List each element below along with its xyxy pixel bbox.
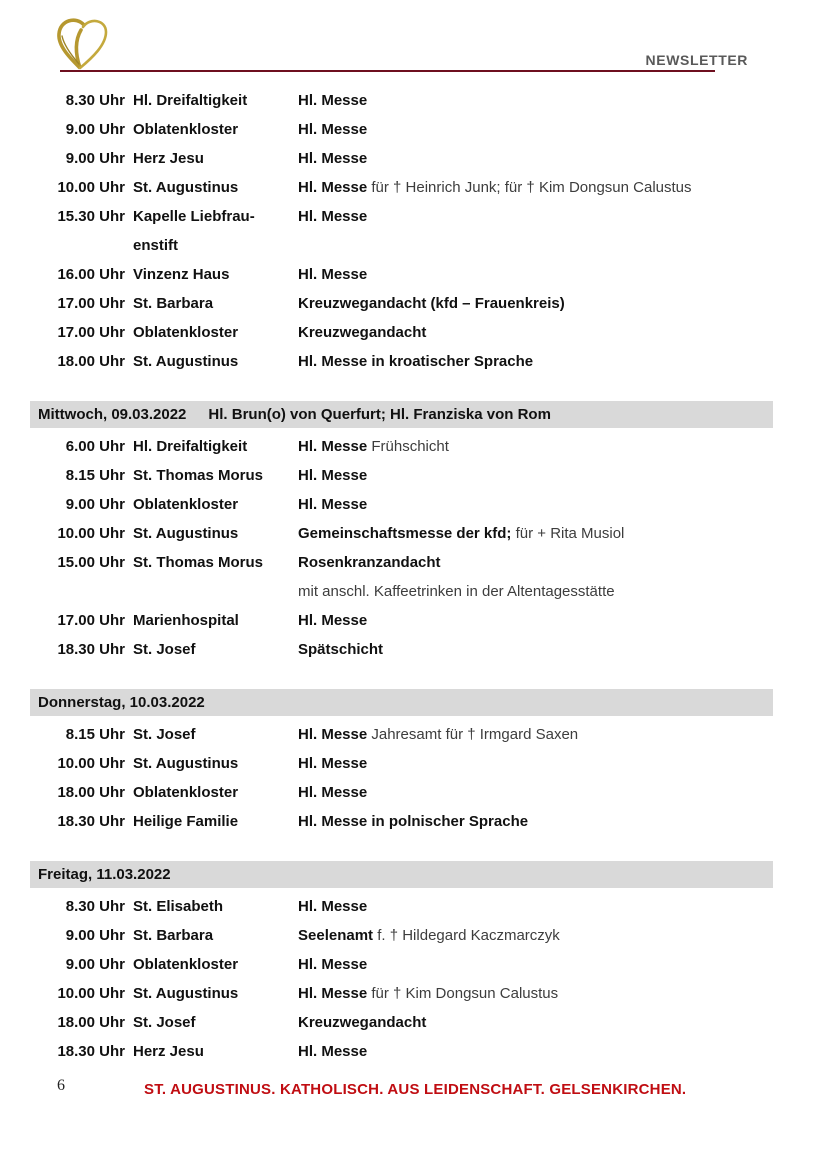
description-line bbox=[298, 86, 773, 115]
description-line bbox=[298, 778, 773, 807]
schedule bbox=[30, 86, 773, 1066]
location-line: Heilige Familie bbox=[133, 813, 239, 830]
schedule-row bbox=[30, 115, 773, 144]
day-date: Freitag, 11.03.2022 bbox=[38, 866, 171, 883]
footer-tagline: ST. AUGUSTINUS. KATHOLISCH. AUS LEIDENSCHAFT. GELSENKIRCHEN. bbox=[144, 1081, 687, 1098]
description-bold: Hl. Messe bbox=[298, 150, 368, 167]
description-cell bbox=[298, 749, 773, 778]
description-bold: Kreuzwegandacht (kfd – Frauenkreis) bbox=[298, 295, 565, 312]
location-line: St. Augustinus bbox=[133, 525, 239, 542]
location-line: St. Josef bbox=[133, 1014, 196, 1031]
location-cell bbox=[133, 979, 290, 1008]
description-regular: f. † Hildegard Kaczmarczyk bbox=[373, 927, 560, 944]
schedule-row bbox=[30, 778, 773, 807]
time-cell: 9.00 Uhr bbox=[65, 496, 125, 513]
location-cell bbox=[133, 1008, 290, 1037]
location-cell bbox=[133, 289, 290, 318]
day-section-header bbox=[30, 401, 773, 428]
description-line bbox=[298, 720, 773, 749]
description-bold: Hl. Messe in kroatischer Sprache bbox=[298, 353, 534, 370]
description-bold: Seelenamt bbox=[298, 927, 374, 944]
description-bold: Hl. Messe bbox=[298, 755, 368, 772]
description-bold: Hl. Messe in polnischer Sprache bbox=[298, 813, 529, 830]
schedule-row bbox=[30, 1008, 773, 1037]
day-section-header bbox=[30, 861, 773, 888]
time-cell: 9.00 Uhr bbox=[65, 121, 125, 138]
location-cell bbox=[133, 318, 290, 347]
time-cell: 6.00 Uhr bbox=[65, 438, 125, 455]
time-cell: 15.30 Uhr bbox=[57, 208, 125, 225]
schedule-row bbox=[30, 979, 773, 1008]
time-cell: 10.00 Uhr bbox=[57, 525, 125, 542]
time-cell: 10.00 Uhr bbox=[57, 755, 125, 772]
schedule-row bbox=[30, 461, 773, 490]
location-line: St. Josef bbox=[133, 641, 196, 658]
schedule-row bbox=[30, 86, 773, 115]
schedule-row bbox=[30, 635, 773, 664]
description-line bbox=[298, 548, 773, 577]
description-line bbox=[298, 461, 773, 490]
description-cell bbox=[298, 461, 773, 490]
description-regular: für † Kim Dongsun Calustus bbox=[367, 985, 559, 1002]
location-line: St. Augustinus bbox=[133, 755, 239, 772]
day-date: Donnerstag, 10.03.2022 bbox=[38, 694, 205, 711]
location-line: Oblatenkloster bbox=[133, 784, 239, 801]
description-line bbox=[298, 347, 773, 376]
description-line bbox=[298, 950, 773, 979]
newsletter-title: NEWSLETTER bbox=[645, 52, 748, 68]
location-cell bbox=[133, 115, 290, 144]
description-line bbox=[298, 173, 773, 202]
time-cell: 9.00 Uhr bbox=[65, 956, 125, 973]
time-cell: 8.30 Uhr bbox=[65, 898, 125, 915]
location-line: Oblatenkloster bbox=[133, 496, 239, 513]
time-cell: 18.30 Uhr bbox=[57, 641, 125, 658]
time-cell: 18.00 Uhr bbox=[57, 784, 125, 801]
location-line: St. Barbara bbox=[133, 295, 214, 312]
location-line: Hl. Dreifaltigkeit bbox=[133, 438, 248, 455]
time-cell: 8.15 Uhr bbox=[65, 467, 125, 484]
description-bold: Hl. Messe bbox=[298, 726, 368, 743]
description-bold: Hl. Messe bbox=[298, 985, 368, 1002]
location-line: St. Elisabeth bbox=[133, 898, 224, 915]
day-section-header bbox=[30, 689, 773, 716]
time-cell: 10.00 Uhr bbox=[57, 179, 125, 196]
location-cell bbox=[133, 202, 290, 260]
time-cell: 9.00 Uhr bbox=[65, 927, 125, 944]
description-line bbox=[298, 260, 773, 289]
time-cell: 16.00 Uhr bbox=[57, 266, 125, 283]
time-cell: 9.00 Uhr bbox=[65, 150, 125, 167]
description-cell bbox=[298, 260, 773, 289]
location-line: St. Thomas Morus bbox=[133, 554, 264, 571]
description-cell bbox=[298, 979, 773, 1008]
description-line bbox=[298, 432, 773, 461]
schedule-row bbox=[30, 490, 773, 519]
description-cell bbox=[298, 892, 773, 921]
schedule-row bbox=[30, 289, 773, 318]
description-line bbox=[298, 318, 773, 347]
description-line bbox=[298, 921, 773, 950]
description-bold: Gemeinschaftsmesse der kfd; bbox=[298, 525, 512, 542]
location-cell bbox=[133, 86, 290, 115]
time-cell: 17.00 Uhr bbox=[57, 324, 125, 341]
location-line: St. Thomas Morus bbox=[133, 467, 264, 484]
description-bold: Hl. Messe bbox=[298, 438, 368, 455]
description-bold: Spätschicht bbox=[298, 641, 384, 658]
description-cell bbox=[298, 548, 773, 606]
description-line bbox=[298, 519, 773, 548]
location-line: Herz Jesu bbox=[133, 1043, 204, 1060]
location-cell bbox=[133, 432, 290, 461]
heart-logo-icon bbox=[50, 12, 114, 76]
description-cell bbox=[298, 950, 773, 979]
schedule-row bbox=[30, 807, 773, 836]
schedule-row bbox=[30, 720, 773, 749]
location-cell bbox=[133, 807, 290, 836]
schedule-row bbox=[30, 1037, 773, 1066]
description-line bbox=[298, 490, 773, 519]
location-cell bbox=[133, 461, 290, 490]
location-cell bbox=[133, 921, 290, 950]
description-cell bbox=[298, 289, 773, 318]
location-cell bbox=[133, 950, 290, 979]
description-cell bbox=[298, 86, 773, 115]
description-regular: Jahresamt für † Irmgard Saxen bbox=[367, 726, 579, 743]
description-bold: Hl. Messe bbox=[298, 121, 368, 138]
schedule-row bbox=[30, 606, 773, 635]
description-regular: für † Heinrich Junk; für † Kim Dongsun Calustus bbox=[367, 179, 692, 196]
day-feast: Hl. Brun(o) von Querfurt; Hl. Franziska von Rom bbox=[208, 406, 551, 423]
description-line bbox=[298, 606, 773, 635]
description-cell bbox=[298, 720, 773, 749]
day-date: Mittwoch, 09.03.2022 bbox=[38, 406, 187, 423]
description-bold: Hl. Messe bbox=[298, 784, 368, 801]
description-line bbox=[298, 892, 773, 921]
description-line bbox=[298, 1008, 773, 1037]
schedule-row bbox=[30, 892, 773, 921]
description-cell bbox=[298, 606, 773, 635]
schedule-row bbox=[30, 921, 773, 950]
time-cell: 8.15 Uhr bbox=[65, 726, 125, 743]
schedule-row bbox=[30, 432, 773, 461]
description-cell bbox=[298, 318, 773, 347]
description-cell bbox=[298, 1008, 773, 1037]
description-cell bbox=[298, 144, 773, 173]
location-line: Oblatenkloster bbox=[133, 121, 239, 138]
location-line: Herz Jesu bbox=[133, 150, 204, 167]
description-line bbox=[298, 635, 773, 664]
location-line: St. Augustinus bbox=[133, 179, 239, 196]
description-bold: Hl. Messe bbox=[298, 496, 368, 513]
description-cell bbox=[298, 432, 773, 461]
description-regular: Frühschicht bbox=[367, 438, 449, 455]
time-cell: 18.30 Uhr bbox=[57, 813, 125, 830]
description-cell bbox=[298, 778, 773, 807]
location-cell bbox=[133, 519, 290, 548]
description-cell bbox=[298, 635, 773, 664]
header-rule bbox=[60, 70, 715, 72]
location-cell bbox=[133, 260, 290, 289]
schedule-row bbox=[30, 260, 773, 289]
description-cell bbox=[298, 921, 773, 950]
time-cell: 10.00 Uhr bbox=[57, 985, 125, 1002]
location-line: St. Josef bbox=[133, 726, 196, 743]
location-cell bbox=[133, 548, 290, 606]
time-cell: 17.00 Uhr bbox=[57, 612, 125, 629]
location-cell bbox=[133, 173, 290, 202]
page-number: 6 bbox=[57, 1077, 65, 1094]
description-line bbox=[298, 202, 773, 231]
location-cell bbox=[133, 490, 290, 519]
description-bold: Rosenkranzandacht bbox=[298, 554, 441, 571]
time-cell: 8.30 Uhr bbox=[65, 92, 125, 109]
schedule-row bbox=[30, 144, 773, 173]
description-bold: Kreuzwegandacht bbox=[298, 324, 427, 341]
schedule-row bbox=[30, 347, 773, 376]
location-cell bbox=[133, 347, 290, 376]
time-cell: 18.00 Uhr bbox=[57, 1014, 125, 1031]
description-bold: Hl. Messe bbox=[298, 179, 368, 196]
description-bold: Hl. Messe bbox=[298, 898, 368, 915]
location-cell bbox=[133, 778, 290, 807]
description-bold: Hl. Messe bbox=[298, 612, 368, 629]
location-line2: enstift bbox=[133, 237, 178, 254]
schedule-row bbox=[30, 749, 773, 778]
location-cell bbox=[133, 635, 290, 664]
description-cell bbox=[298, 490, 773, 519]
location-line: Hl. Dreifaltigkeit bbox=[133, 92, 248, 109]
time-cell: 18.00 Uhr bbox=[57, 353, 125, 370]
location-line: Oblatenkloster bbox=[133, 324, 239, 341]
description-bold: Kreuzwegandacht bbox=[298, 1014, 427, 1031]
location-cell bbox=[133, 749, 290, 778]
description-bold: Hl. Messe bbox=[298, 1043, 368, 1060]
location-cell bbox=[133, 1037, 290, 1066]
description-line bbox=[298, 807, 773, 836]
schedule-row bbox=[30, 173, 773, 202]
location-line: Marienhospital bbox=[133, 612, 239, 629]
description-cell bbox=[298, 115, 773, 144]
description-cell bbox=[298, 519, 773, 548]
description-cell bbox=[298, 807, 773, 836]
time-cell: 17.00 Uhr bbox=[57, 295, 125, 312]
description-bold: Hl. Messe bbox=[298, 208, 368, 225]
description-bold: Hl. Messe bbox=[298, 92, 368, 109]
location-cell bbox=[133, 606, 290, 635]
schedule-row bbox=[30, 202, 773, 260]
description-bold: Hl. Messe bbox=[298, 467, 368, 484]
description-continuation: mit anschl. Kaffeetrinken in der Altentagesstätte bbox=[298, 583, 615, 600]
description-bold: Hl. Messe bbox=[298, 266, 368, 283]
location-line: St. Augustinus bbox=[133, 985, 239, 1002]
description-line bbox=[298, 289, 773, 318]
location-line: Kapelle Liebfrau- bbox=[133, 208, 255, 225]
description-bold: Hl. Messe bbox=[298, 956, 368, 973]
description-regular: für + Rita Musiol bbox=[511, 525, 625, 542]
description-cell bbox=[298, 173, 773, 202]
description-cell bbox=[298, 1037, 773, 1066]
description-line bbox=[298, 979, 773, 1008]
location-line: Vinzenz Haus bbox=[133, 266, 230, 283]
schedule-row bbox=[30, 548, 773, 606]
description-line bbox=[298, 115, 773, 144]
description-cell bbox=[298, 202, 773, 260]
description-line bbox=[298, 749, 773, 778]
location-line: St. Barbara bbox=[133, 927, 214, 944]
time-cell: 15.00 Uhr bbox=[57, 554, 125, 571]
location-cell bbox=[133, 720, 290, 749]
location-cell bbox=[133, 144, 290, 173]
description-line bbox=[298, 1037, 773, 1066]
location-line: Oblatenkloster bbox=[133, 956, 239, 973]
schedule-row bbox=[30, 950, 773, 979]
description-line bbox=[298, 144, 773, 173]
time-cell: 18.30 Uhr bbox=[57, 1043, 125, 1060]
location-cell bbox=[133, 892, 290, 921]
description-cell bbox=[298, 347, 773, 376]
schedule-row bbox=[30, 519, 773, 548]
schedule-row bbox=[30, 318, 773, 347]
location-line: St. Augustinus bbox=[133, 353, 239, 370]
